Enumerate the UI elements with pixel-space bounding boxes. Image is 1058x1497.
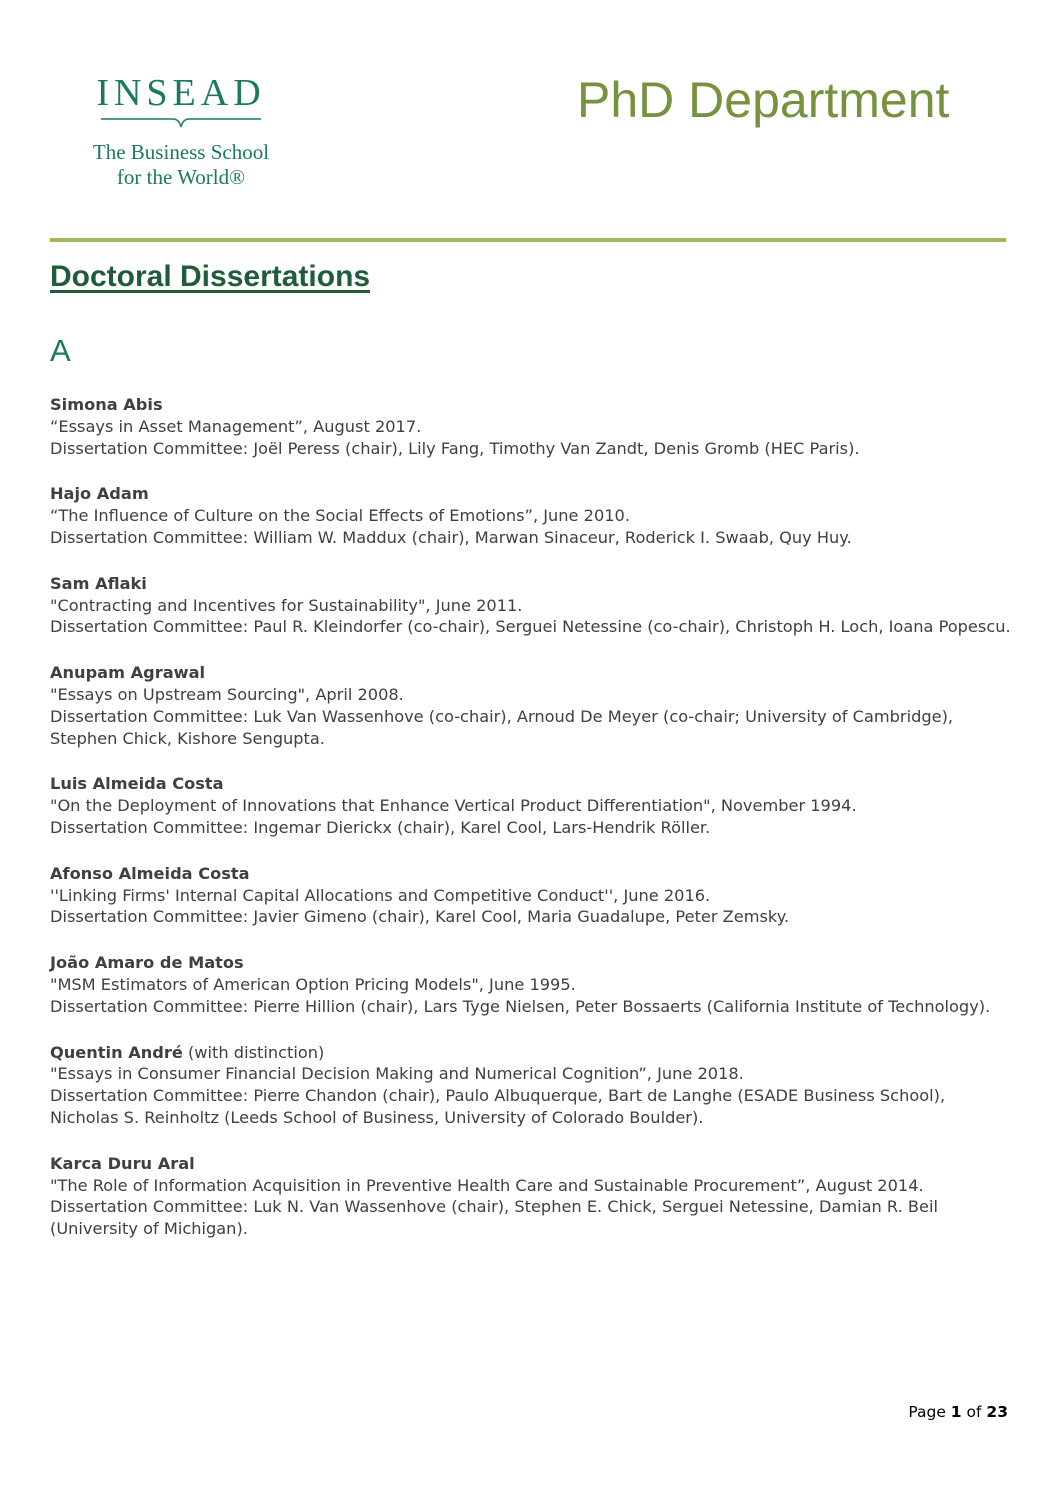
page-number bbox=[908, 1402, 1008, 1422]
dissertation-committee: Dissertation Committee: William W. Maddux (chair), Marwan Sinaceur, Roderick I. Swaab, Quy Huy. bbox=[50, 527, 852, 547]
dissertation-committee: Dissertation Committee: Javier Gimeno (chair), Karel Cool, Maria Guadalupe, Peter Zemsky. bbox=[50, 907, 790, 927]
author-distinction: (with distinction) bbox=[182, 1042, 325, 1062]
dissertation-entry bbox=[50, 1042, 1015, 1129]
dissertation-committee: Dissertation Committee: Pierre Chandon (chair), Paulo Albuquerque, Bart de Langhe (ESADE Business School), Nicholas S. Reinholtz (Leeds School of Business, University of Colorado Boulder). bbox=[50, 1086, 946, 1127]
department-title: PhD Department bbox=[577, 72, 950, 128]
dissertation-entry bbox=[50, 662, 1015, 749]
author-name: Hajo Adam bbox=[50, 484, 149, 504]
dissertation-entry bbox=[50, 573, 1015, 638]
dissertation-title: "The Role of Information Acquisition in Preventive Health Care and Sustainable Procurement”, August 2014. bbox=[50, 1175, 924, 1195]
page-of: of bbox=[966, 1403, 982, 1421]
dissertation-committee: Dissertation Committee: Ingemar Dierickx (chair), Karel Cool, Lars-Hendrik Röller. bbox=[50, 817, 711, 837]
page-current: 1 bbox=[950, 1403, 962, 1421]
section-letter-heading: A bbox=[50, 333, 71, 368]
page-label: Page bbox=[908, 1403, 946, 1421]
dissertation-committee: Dissertation Committee: Joël Peress (chair), Lily Fang, Timothy Van Zandt, Denis Gromb (HEC Paris). bbox=[50, 438, 860, 458]
author-name: João Amaro de Matos bbox=[50, 953, 244, 973]
dissertation-list bbox=[50, 394, 1015, 1264]
dissertation-title: "Essays in Consumer Financial Decision Making and Numerical Cognition”, June 2018. bbox=[50, 1064, 744, 1084]
dissertation-committee: Dissertation Committee: Luk Van Wassenhove (co-chair), Arnoud De Meyer (co-chair; University of Cambridge), Stephen Chick, Kishore Sengupta. bbox=[50, 706, 954, 748]
insead-logo bbox=[70, 72, 292, 190]
dissertation-title: “The Influence of Culture on the Social Effects of Emotions”, June 2010. bbox=[50, 506, 630, 526]
dissertation-committee: Dissertation Committee: Paul R. Kleindorfer (co-chair), Serguei Netessine (co-chair), Christoph H. Loch, Ioana Popescu. bbox=[50, 617, 1011, 637]
dissertation-entry bbox=[50, 773, 1015, 838]
author-name: Karca Duru Aral bbox=[50, 1153, 195, 1173]
dissertation-title: ''Linking Firms' Internal Capital Allocations and Competitive Conduct'', June 2016. bbox=[50, 885, 711, 905]
page-total: 23 bbox=[986, 1403, 1008, 1421]
dissertation-entry bbox=[50, 952, 1015, 1017]
dissertation-title: "On the Deployment of Innovations that Enhance Vertical Product Differentiation", November 1994. bbox=[50, 796, 857, 816]
dissertation-entry bbox=[50, 1153, 1015, 1240]
author-name: Sam Aflaki bbox=[50, 573, 147, 593]
author-name: Quentin André bbox=[50, 1042, 183, 1062]
author-name: Luis Almeida Costa bbox=[50, 774, 224, 794]
logo-divider-icon bbox=[101, 117, 261, 129]
dissertation-title: "Essays on Upstream Sourcing", April 2008. bbox=[50, 684, 404, 704]
logo-tagline-line2: for the World® bbox=[116, 165, 246, 189]
author-name: Simona Abis bbox=[50, 395, 163, 414]
dissertation-title: “Essays in Asset Management”, August 2017. bbox=[50, 416, 422, 436]
dissertation-committee: Dissertation Committee: Luk N. Van Wassenhove (chair), Stephen E. Chick, Serguei Netessine, Damian R. Beil (University of Michigan). bbox=[50, 1197, 938, 1239]
page-title: Doctoral Dissertations bbox=[50, 260, 371, 293]
logo-wordmark: INSEAD bbox=[96, 72, 266, 114]
author-name: Anupam Agrawal bbox=[50, 663, 206, 683]
logo-tagline-line1: The Business School bbox=[92, 140, 270, 164]
dissertation-title: "MSM Estimators of American Option Pricing Models", June 1995. bbox=[50, 974, 576, 994]
logo-tagline bbox=[70, 140, 292, 190]
dissertation-entry bbox=[50, 394, 1015, 459]
author-name: Afonso Almeida Costa bbox=[50, 863, 250, 883]
header-divider bbox=[50, 238, 1006, 242]
dissertation-title: "Contracting and Incentives for Sustainability", June 2011. bbox=[50, 595, 523, 615]
dissertation-entry bbox=[50, 863, 1015, 928]
dissertation-entry bbox=[50, 483, 1015, 548]
dissertation-committee: Dissertation Committee: Pierre Hillion (chair), Lars Tyge Nielsen, Peter Bossaerts (California Institute of Technology). bbox=[50, 996, 991, 1016]
